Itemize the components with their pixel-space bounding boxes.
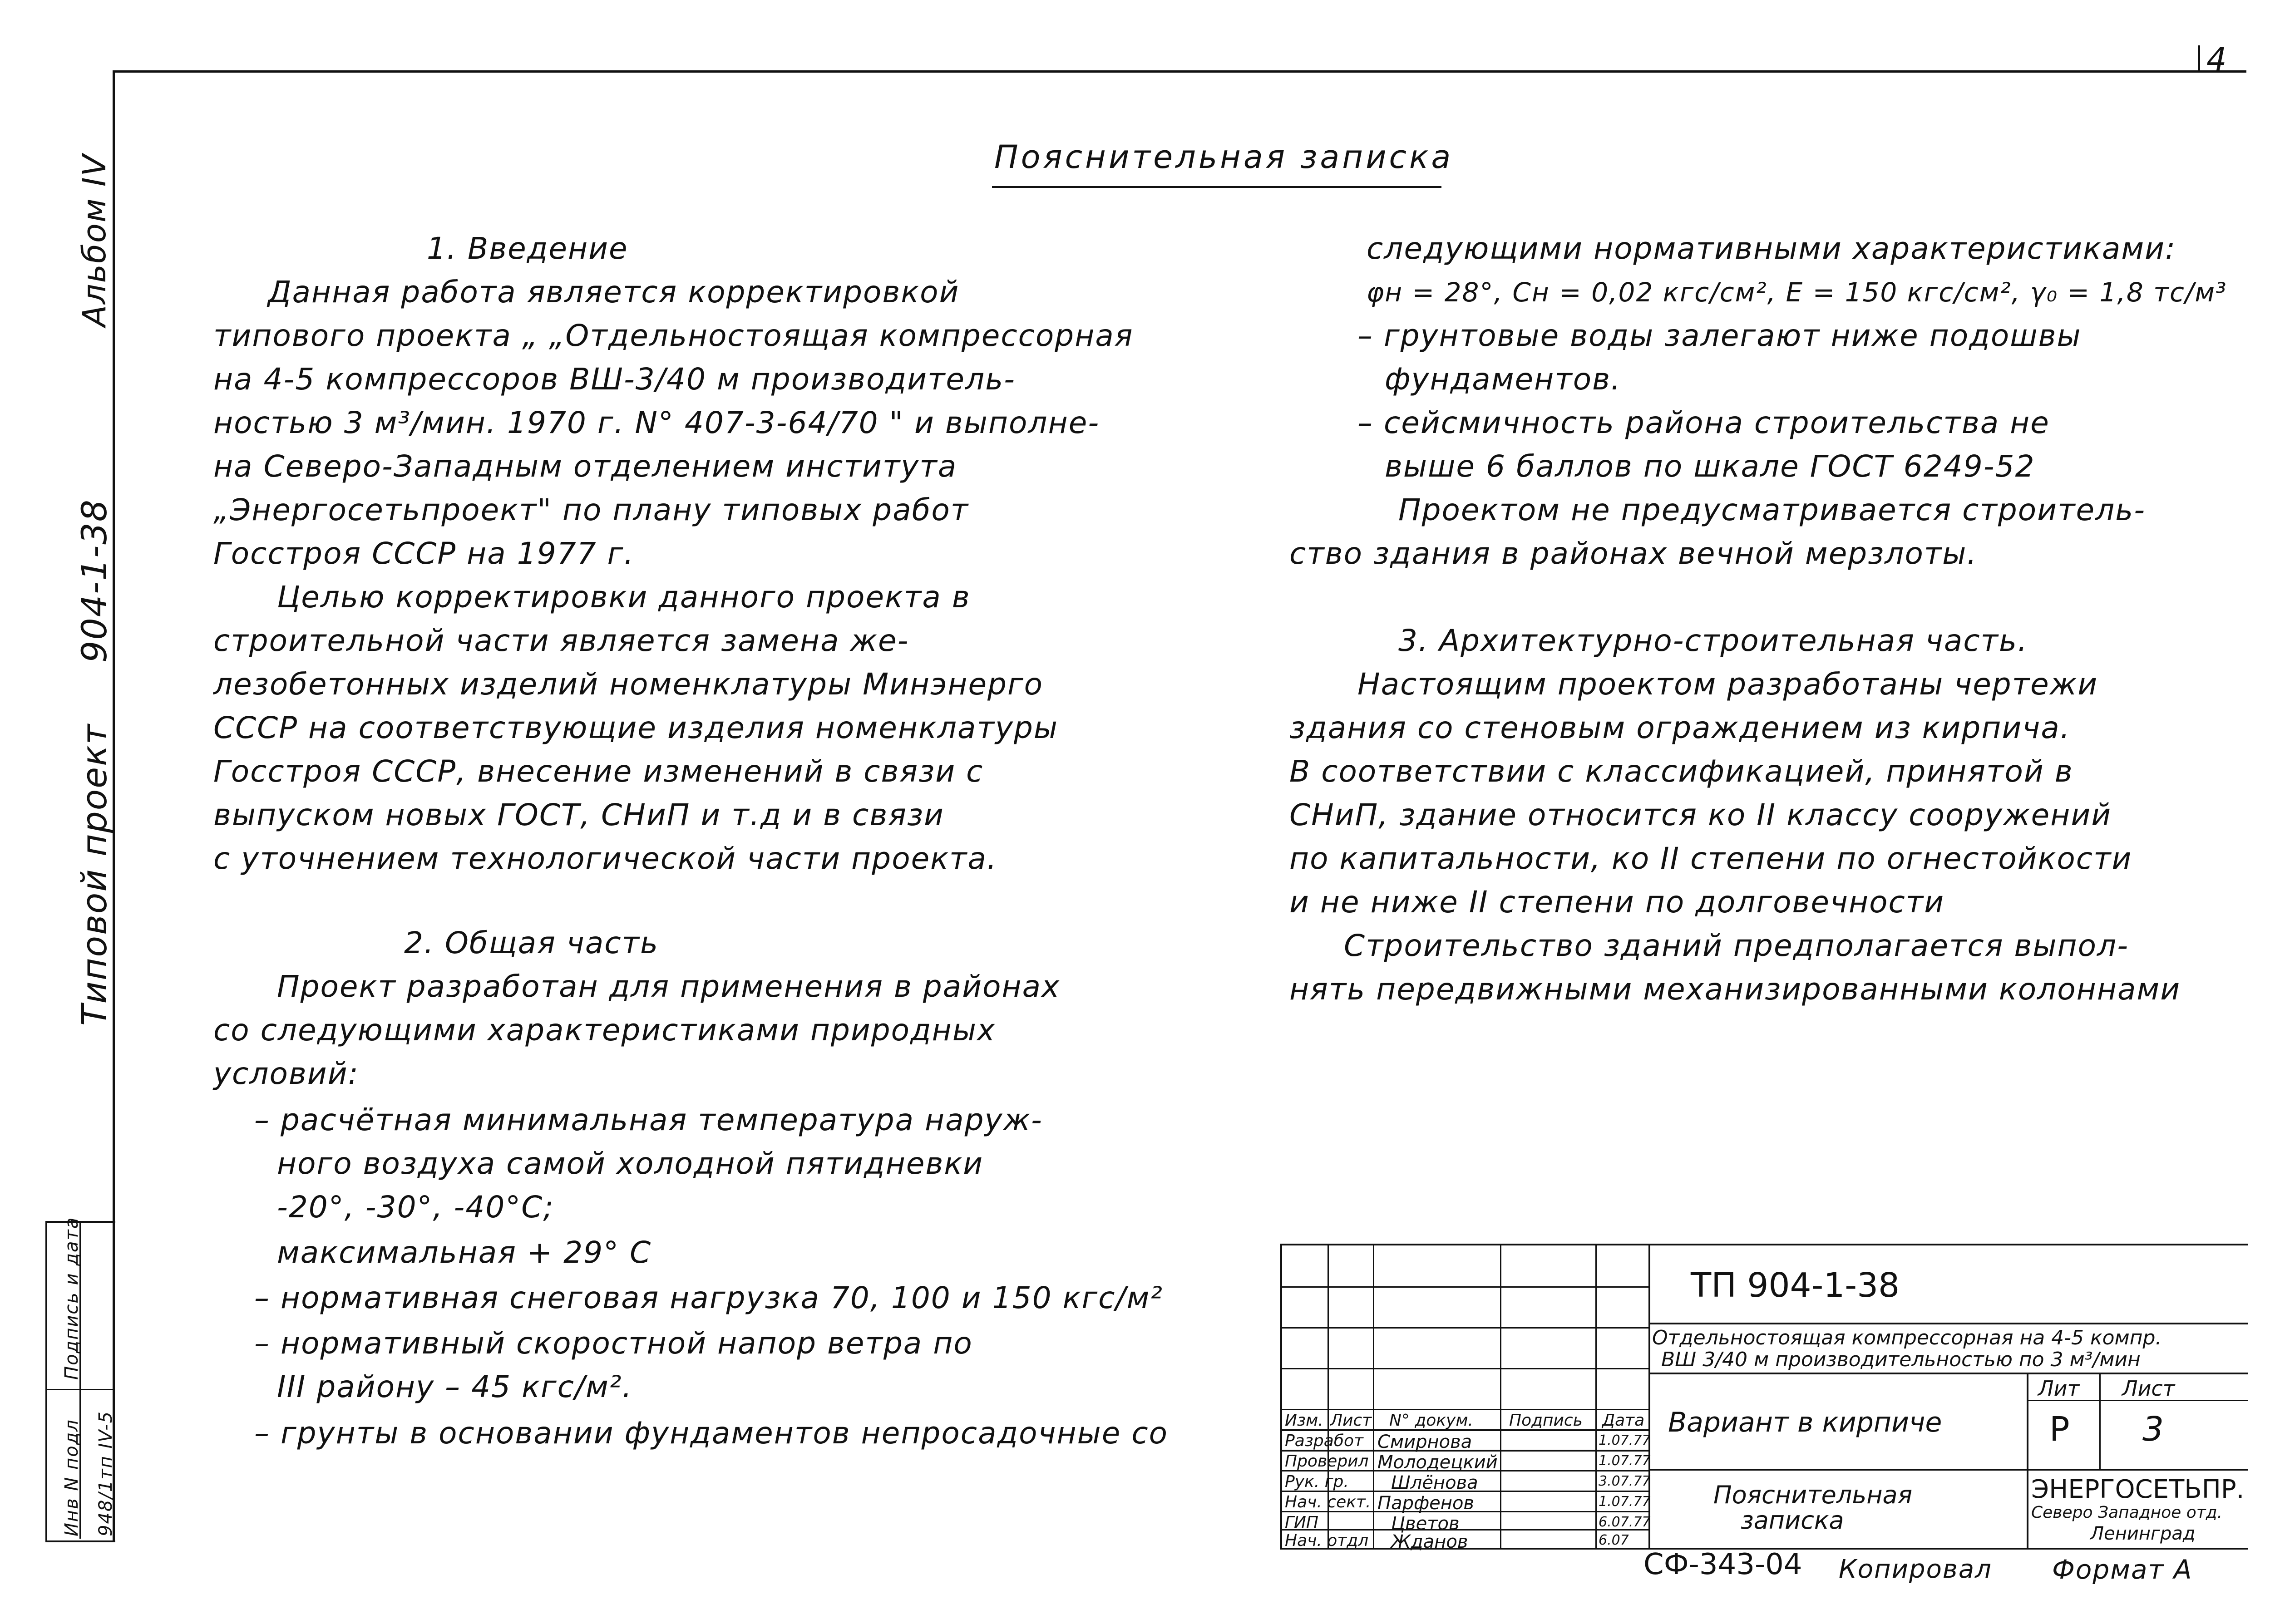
left-text-line: максимальная + 29° С (277, 1235, 652, 1270)
stamp-date: 1.07.77 (1599, 1453, 1651, 1469)
title-block (1280, 1244, 2248, 1550)
right-text-line: следующими нормативными характеристиками: (1367, 231, 2176, 266)
stamp-header-izm: Изм. (1285, 1411, 1323, 1430)
left-text-line: Госстроя СССР на 1977 г. (213, 536, 635, 571)
right-text-line: здания со стеновым ограждением из кирпича. (1289, 710, 2071, 745)
stamp-org-2: Северо Западное отд. (2031, 1503, 2223, 1522)
left-text-line: Данная работа является корректировкой (268, 275, 960, 310)
stamp-name: Жданов (1391, 1531, 1468, 1552)
stamp-date: 1.07.77 (1599, 1494, 1651, 1510)
left-text-line: – грунты в основании фундаментов непросадочные со (254, 1416, 1169, 1451)
right-text-line: выше 6 баллов по шкале ГОСТ 6249-52 (1385, 449, 2035, 484)
left-text-line: „Энергосетьпроект" по плану типовых работ (213, 492, 969, 527)
stamp-name: Молодецкий (1377, 1452, 1498, 1473)
left-text-line: на 4-5 компрессоров ВШ-3/40 м производитель- (213, 362, 1016, 397)
page-number-tick (2198, 45, 2200, 72)
left-text-line: -20°, -30°, -40°C; (277, 1190, 554, 1225)
right-text-line: Проектом не предусматривается строитель- (1398, 492, 2146, 527)
stamp-org-1: ЭНЕРГОСЕТЬПР. (2031, 1475, 2245, 1504)
left-text-line: III району – 45 кгс/м². (277, 1369, 633, 1404)
stamp-name: Парфенов (1377, 1493, 1474, 1514)
stamp-project-name-1: Отдельностоящая компрессорная на 4-5 компр. (1652, 1326, 2162, 1349)
right-text-line: Настоящим проектом разработаны чертежи (1357, 667, 2098, 702)
stamp-role: Нач. сект. (1285, 1493, 1371, 1511)
sidebar-code: 904-1-38 (74, 499, 114, 663)
title-underline (992, 186, 1441, 188)
left-text-line: Госстроя СССР, внесение изменений в связи с (213, 754, 984, 789)
sidebar-album: Альбом IV (76, 153, 113, 327)
left-text-line: строительной части является замена же- (213, 623, 909, 658)
stamp-name: Смирнова (1377, 1432, 1472, 1452)
section-3-heading: 3. Архитектурно-строительная часть. (1398, 623, 2028, 658)
left-text-line: на Северо-Западным отделением института (213, 449, 957, 484)
stamp-header-sign: Подпись (1509, 1411, 1583, 1430)
left-text-line: ного воздуха самой холодной пятидневки (277, 1146, 984, 1181)
stamp-org-3: Ленинград (2090, 1523, 2196, 1544)
stamp-role: ГИП (1285, 1513, 1319, 1532)
left-text-line: выпуском новых ГОСТ, СНиП и т.д и в связи (213, 797, 944, 832)
left-text-line: со следующими характеристиками природных (213, 1013, 996, 1048)
right-text-line: по капитальности, ко II степени по огнестойкости (1289, 841, 2132, 876)
right-text-line: СНиП, здание относится ко II классу сооружений (1289, 797, 2112, 832)
left-text-line: условий: (213, 1056, 359, 1091)
left-text-line: – расчётная минимальная температура наруж- (254, 1102, 1043, 1137)
stamp-header-date: Дата (1602, 1411, 1645, 1430)
stamp-header-list: Лист (1330, 1411, 1372, 1430)
stamp-name: Цветов (1391, 1513, 1460, 1534)
left-text-line: Проект разработан для применения в районах (277, 969, 1061, 1004)
left-text-line: Целью корректировки данного проекта в (277, 580, 971, 615)
right-text-line: и не ниже II степени по долговечности (1289, 885, 1945, 920)
section-2-heading: 2. Общая часть (404, 925, 659, 960)
right-text-line: нять передвижными механизированными колоннами (1289, 972, 2181, 1007)
sidebar-project-type: Типовой проект (74, 723, 114, 1026)
page-title: Пояснительная записка (994, 138, 1454, 176)
strip-signature-label: Подпись и дата (61, 1216, 82, 1380)
stamp-role: Разработ (1285, 1432, 1364, 1450)
stamp-doc-title-1: Пояснительная (1713, 1481, 1913, 1509)
stamp-header-doc: N° докум. (1389, 1411, 1473, 1430)
stamp-project-name-2: ВШ 3/40 м производительностью по 3 м³/мин (1661, 1348, 2141, 1371)
right-text-line: В соответствии с классификацией, принятой в (1289, 754, 2073, 789)
section-1-heading: 1. Введение (427, 231, 628, 266)
stamp-date: 6.07.77 (1599, 1514, 1651, 1530)
stamp-variant: Вариант в кирпиче (1668, 1407, 1942, 1438)
footer-sf-code: СФ-343-04 (1643, 1548, 1802, 1581)
right-text-line: фундаментов. (1385, 362, 1621, 397)
right-text-line: Строительство зданий предполагается выпол- (1344, 928, 2129, 963)
right-text-line: – грунтовые воды залегают ниже подошвы (1357, 318, 2082, 353)
stamp-code: ТП 904-1-38 (1691, 1266, 1900, 1305)
strip-inventory-label: Инв N подл (61, 1419, 82, 1536)
stamp-date: 6.07 (1599, 1532, 1629, 1548)
strip-inventory-number: 948/1тп IV-5 (95, 1410, 116, 1536)
stamp-lit-label: Лит (2038, 1376, 2080, 1401)
right-text-line: – сейсмичность района строительства не (1357, 405, 2050, 440)
stamp-date: 3.07.77 (1599, 1473, 1651, 1489)
page-number: 4 (2206, 41, 2227, 78)
right-text-line: ство здания в районах вечной мерзлоты. (1289, 536, 1978, 571)
stamp-list-label: Лист (2122, 1376, 2175, 1401)
left-text-line: – нормативный скоростной напор ветра по (254, 1326, 973, 1361)
right-text-line: φн = 28°, Cн = 0,02 кгс/см², E = 150 кгс/см², γ₀ = 1,8 тс/м³ (1367, 277, 2227, 308)
stamp-name: Шлёнова (1391, 1472, 1478, 1493)
footer-format: Формат А (2052, 1554, 2193, 1585)
stamp-date: 1.07.77 (1599, 1432, 1651, 1448)
left-text-line: СССР на соответствующие изделия номенклатуры (213, 710, 1059, 745)
stamp-sheet-value: 3 (2142, 1410, 2164, 1449)
stamp-role: Рук. гр. (1285, 1472, 1349, 1491)
left-text-line: ностью 3 м³/мин. 1970 г. N° 407-3-64/70 " и выполне- (213, 405, 1100, 440)
left-text-line: типового проекта „ „Отдельностоящая компрессорная (213, 318, 1134, 353)
left-text-line: – нормативная снеговая нагрузка 70, 100 и 150 кгс/м² (254, 1280, 1163, 1315)
footer-copied-label: Копировал (1839, 1555, 1992, 1584)
left-text-line: лезобетонных изделий номенклатуры Минэнерго (213, 667, 1044, 702)
stamp-role: Нач. отдл (1285, 1531, 1369, 1550)
left-text-line: с уточнением технологической части проекта. (213, 841, 997, 876)
stamp-doc-title-2: записка (1741, 1506, 1844, 1535)
stamp-lit-value: Р (2049, 1410, 2070, 1449)
frame-top-line (113, 70, 2246, 73)
stamp-role: Проверил (1285, 1452, 1369, 1471)
